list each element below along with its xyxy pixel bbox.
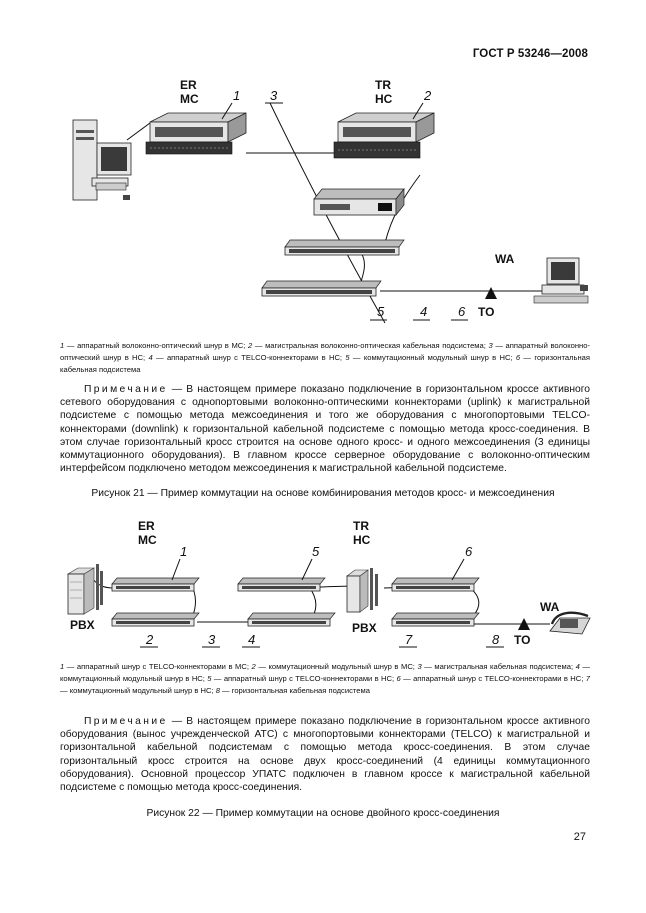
callout-8: 8 (492, 632, 500, 647)
pbx-cabinet-mc (68, 564, 103, 614)
er-label: ER (138, 519, 155, 533)
standard-designation: ГОСТ Р 53246—2008 (472, 48, 588, 60)
callout-3: 3 (208, 632, 216, 647)
tr-label: TR (353, 519, 369, 533)
patch-panel-hc-2-lower (392, 613, 479, 626)
callout-2: 2 (424, 88, 432, 103)
patch-panel-mc-upper (112, 578, 199, 591)
page-number: 27 (573, 831, 586, 843)
network-switch (314, 189, 404, 215)
patch-panel-mc-lower (112, 613, 199, 626)
patch-panel-upper (285, 240, 404, 255)
callout-4: 4 (248, 632, 256, 647)
fiber-cord-mc (127, 123, 150, 140)
hc-label: HC (353, 533, 371, 547)
figure-21-note (60, 383, 590, 475)
to-label: TO (514, 633, 531, 647)
figure-21-caption: Рисунок 21 — Пример коммутации на основе комбинирования методов кросс- и межсоединения (91, 488, 555, 499)
figure-22-diagram (0, 516, 646, 656)
callout-5: 5 (312, 544, 320, 559)
callout-6: 6 (465, 544, 473, 559)
callout-6: 6 (458, 304, 466, 319)
callout-2: 2 (146, 632, 154, 647)
callout-3: 3 (270, 88, 278, 103)
wa-label: WA (540, 600, 560, 614)
pbx-label-mc: PBX (70, 618, 95, 632)
mc-label: MC (138, 533, 157, 547)
callout-7: 7 (405, 632, 413, 647)
telephone-icon (550, 613, 590, 634)
patch-panel-lower (262, 281, 381, 296)
pbx-label-hc: PBX (352, 621, 377, 635)
workstation-mc (73, 120, 131, 200)
pbx-cabinet-hc (347, 568, 378, 612)
callout-1: 1 (180, 544, 188, 559)
note-text: — В настоящем примере показано подключение в горизонтальном кроссе активного оборудования (вынос учрежденческой АТС) с многопортовыми коннекторами (TELCO) к магистральной и горизонтальной кабельной подсистемам с помощью метода кросс-соединения. В этом случае горизонтальный кросс строится на основе двух кросс-соединений (4 единицы коммутационного оборудования). Основной процессор УПАТС подключен в главном кроссе к магистральной кабельной подсистеме с помощью метода кросс-соединения. (60, 716, 590, 794)
callout-4: 4 (420, 304, 428, 319)
figure-22-legend: 1 — аппаратный шнур с TELCO-коннекторами в МС; 2 — коммутационный модульный шнур в МС; 3 — магистральная кабельная подсистема; 4 — коммутационный модульный шнур в НС; 5 — аппаратный шнур с TELCO-коннекторами в НС; 6 — аппаратный шнур с TELCO-коннекторами в НС; 7 — коммутационный модульный шнур в НС; 8 — горизонтальная кабельная подсистема (60, 662, 590, 695)
to-label: TO (478, 305, 495, 319)
patch-panel-hc-1-upper (238, 578, 325, 591)
tr-label: TR (375, 78, 391, 92)
callout-5: 5 (377, 304, 385, 319)
callout-1: 1 (233, 88, 241, 103)
patch-panel-hc-2-upper (392, 578, 479, 591)
hc-label: HC (375, 92, 393, 106)
figure-22-caption: Рисунок 22 — Пример коммутации на основе двойного кросс-соединения (146, 808, 500, 819)
note-text: — В настоящем примере показано подключение в горизонтальном кроссе активного сетевого оборудования с однопортовыми волоконно-оптическими коннекторами (uplink) к магистральной подсистеме с помощью метода межсоединения и того же оборудования с многопортовыми TELCO-коннекторами (downlink) к горизонтальной кабельной подсистеме с помощью метода кросс-соединения. В этом случае горизонтальный кросс строится на основе одного кросс- и одного межсоединения (3 единицы коммутационного оборудования). В главном кроссе серверное оборудование с волоконно-оптическим интерфейсом подключено методом межсоединения к магистральной кабельной подсистеме. (60, 384, 590, 475)
figure-21-legend: 1 — аппаратный волоконно-оптический шнур в МС; 2 — магистральная волоконно-оптическая кабельная подсистема; 3 — аппаратный волоконно-оптический шнур в НС; 4 — аппаратный шнур с TELCO-коннекторами в НС; 5 — коммутационный модульный шнур в НС; 6 — горизонтальная кабельная подсистема (60, 341, 590, 374)
er-label: ER (180, 78, 197, 92)
figure-22-note (60, 715, 590, 794)
note-label: Примечание (84, 716, 168, 727)
figure-21-diagram (0, 75, 646, 325)
mc-label: MC (180, 92, 199, 106)
note-label: Примечание (84, 384, 168, 395)
rack-enclosure-tr (334, 113, 434, 158)
rack-enclosure-er (146, 113, 246, 154)
telecom-outlet-icon (485, 287, 497, 299)
workstation-wa (534, 258, 588, 303)
wa-label: WA (495, 252, 515, 266)
patch-panel-hc-1-lower (248, 613, 335, 626)
